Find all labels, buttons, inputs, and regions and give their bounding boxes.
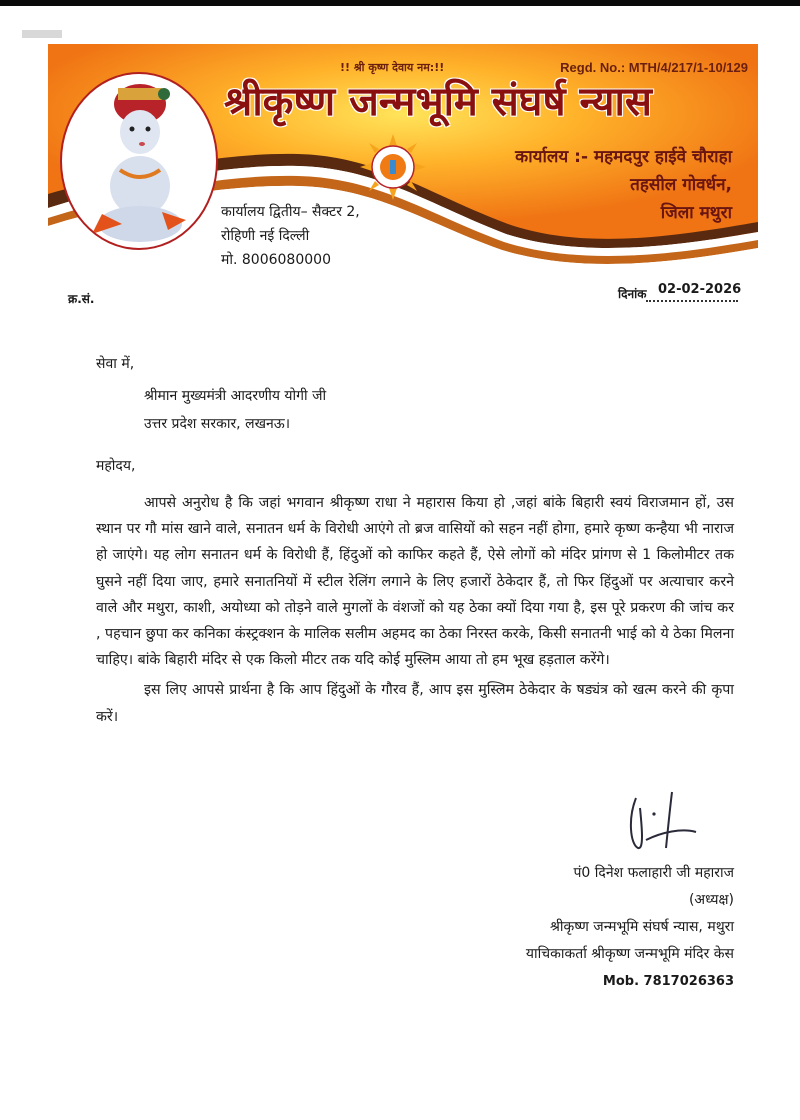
mantra-text: !! श्री कृष्ण देवाय नम:!!	[340, 61, 445, 74]
scan-artifact	[22, 30, 62, 38]
second-office-phone: मो. 8006080000	[221, 252, 331, 264]
main-office-address	[515, 143, 732, 227]
signatory-block	[526, 860, 734, 995]
signatory-mobile: Mob. 7817026363	[602, 974, 734, 989]
signatory-role: याचिकाकर्ता श्रीकृष्ण जन्मभूमि मंदिर केस	[525, 946, 734, 962]
recipient-line: श्रीमान मुख्यमंत्री आदरणीय योगी जी	[144, 388, 327, 404]
body-paragraph: इस लिए आपसे प्रार्थना है कि आप हिंदुओं के गौरव हैं, आप इस मुस्लिम ठेकेदार के षड्यंत्र को खत्म करने की कृपा करें।	[96, 682, 734, 725]
recipient-line: उत्तर प्रदेश सरकार, लखनऊ।	[144, 416, 291, 432]
second-office-line: कार्यालय द्वितीय– सैक्टर 2,	[221, 204, 360, 220]
signatory-designation: (अध्यक्ष)	[688, 892, 734, 908]
reference-number-label: क्र.सं.	[68, 292, 95, 306]
emblem-logo	[360, 134, 426, 200]
organization-title: श्रीकृष्ण जन्मभूमि संघर्ष न्यास	[224, 79, 652, 125]
krishna-portrait	[60, 72, 218, 250]
main-office-line: तहसील गोवर्धन,	[630, 175, 732, 195]
second-office-address	[221, 200, 360, 264]
registration-number: Regd. No.: MTH/4/217/1-10/129	[560, 60, 748, 75]
signatory-name: पं0 दिनेश फलाहारी जी महाराज	[573, 865, 734, 881]
letterhead-banner	[48, 44, 758, 264]
main-office-line: कार्यालय :- महमदपुर हाईवे चौराहा	[515, 147, 732, 167]
date-value: 02-02-2026	[658, 282, 742, 297]
letter-body	[96, 490, 734, 734]
signatory-organization: श्रीकृष्ण जन्मभूमि संघर्ष न्यास, मथुरा	[549, 919, 734, 935]
body-paragraph: आपसे अनुरोध है कि जहां भगवान श्रीकृष्ण राधा ने महारास किया हो ,जहां बांके बिहारी स्वयं विराजमान हों, उस स्थान पर गौ मांस खाने वाले, सनातन धर्म के विरोधी आएंगे तो ब्रज वासियों को सहन नहीं होगा, हमारे कृष्ण कन्हैया भी नाराज हो जाएंगे। यह लोग सनातन धर्म के विरोधी हैं, हिंदुओं को काफिर कहते हैं, ऐसे लोगों को मंदिर प्रांगण से 1 किलोमीटर तक घुसने नहीं दिया जाए, हमारे सनातनियों में स्टील रेलिंग लगाने के लिए हजारों ठेकेदार हैं, तो फिर हिंदुओं पर अत्याचार करने वाले और मथुरा, काशी, अयोध्या को तोड़ने वाले मुगलों के वंशजों को यह ठेका क्यों दिया गया है, इस पूरे प्रकरण की जांच कर , पहचान छुपा कर कनिका कंस्ट्रक्शन के मालिक सलीम अहमद का ठेका निरस्त करके, किसी सनातनी भाई को ये ठेका मिलना चाहिए। बांके बिहारी मंदिर से एक किलो मीटर तक यदि कोई मुस्लिम आया तो हम भूख हड़ताल करेंगे।	[96, 495, 734, 669]
main-office-line: जिला मथुरा	[660, 203, 732, 223]
top-edge-bar	[0, 0, 800, 6]
salutation: सेवा में,	[96, 356, 135, 372]
recipient-block	[144, 382, 326, 438]
greeting: महोदय,	[96, 458, 136, 474]
date-label: दिनांक	[618, 287, 647, 301]
date-field	[618, 282, 742, 302]
handwritten-signature	[622, 788, 702, 856]
second-office-line: रोहिणी नई दिल्ली	[221, 228, 310, 244]
